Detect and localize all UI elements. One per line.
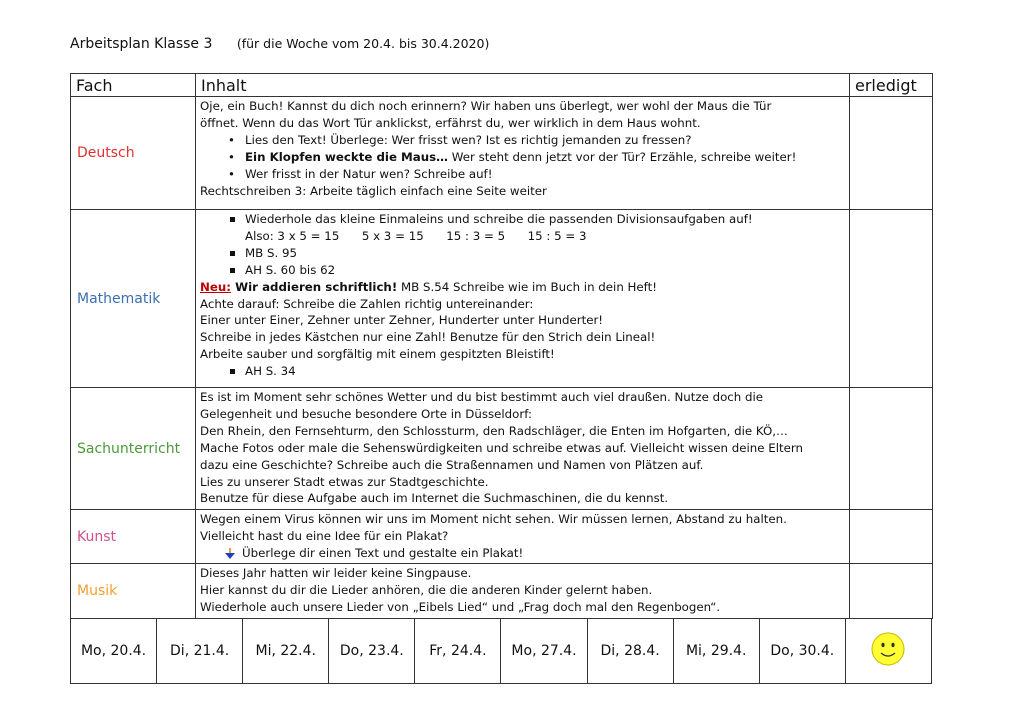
page-subtitle: (für die Woche vom 20.4. bis 30.4.2020) [236, 36, 490, 51]
day-cell-1[interactable]: Mo, 20.4. [71, 619, 157, 684]
day-cell-4[interactable]: Do, 23.4. [329, 619, 415, 684]
subject-deutsch [71, 97, 196, 210]
math-neu-line [200, 279, 845, 296]
content-deutsch [196, 97, 850, 210]
math-neu-label: Neu: [200, 279, 231, 294]
done-sachunterricht[interactable] [850, 388, 933, 510]
deutsch-bullets [200, 132, 845, 183]
subject-label-sachunterricht: Sachunterricht [77, 440, 181, 457]
content-sachunterricht [196, 388, 850, 510]
kunst-bullets [200, 545, 845, 562]
arrow-bullet-icon [225, 548, 235, 559]
row-kunst [71, 510, 933, 564]
day-cell-9[interactable]: Do, 30.4. [759, 619, 845, 684]
day-cell-6[interactable]: Mo, 27.4. [501, 619, 587, 684]
done-kunst[interactable] [850, 510, 933, 564]
subject-label-mathematik: Mathematik [77, 290, 161, 307]
kunst-line-2: Vielleicht hast du eine Idee für ein Plakat? [200, 528, 449, 543]
deutsch-bullet-2-bold: Ein Klopfen weckte die Maus… [245, 149, 448, 164]
row-musik [71, 564, 933, 619]
row-mathematik [71, 210, 933, 388]
subject-mathematik [71, 210, 196, 388]
musik-line-1: Dieses Jahr hatten wir leider keine Singpause. [200, 566, 472, 580]
musik-line-2: Hier kannst du dir die Lieder anhören, die die anderen Kinder gelernt haben. [200, 582, 653, 597]
day-cell-2[interactable]: Di, 21.4. [157, 619, 243, 684]
math-line-1: Achte darauf: Schreibe die Zahlen richtig untereinander: [200, 296, 534, 311]
math-line-4: Arbeite sauber und sorgfältig mit einem gespitzten Bleistift! [200, 347, 555, 362]
column-header-subject: Fach [71, 74, 196, 97]
kunst-bullet [200, 545, 845, 562]
row-sachunterricht [71, 388, 933, 510]
done-deutsch[interactable] [850, 97, 933, 210]
sach-line-4: Mache Fotos oder male die Sehenswürdigkeiten und schreibe etwas auf. Vielleicht wissen deine Eltern [200, 440, 804, 455]
day-cell-7[interactable]: Di, 28.4. [587, 619, 673, 684]
done-mathematik[interactable] [850, 210, 933, 388]
deutsch-intro-2-text: öffnet. Wenn du das Wort Tür anklickst, erfährst du, wer wirklich in dem Haus wohnt. [200, 115, 701, 130]
deutsch-footer: Rechtschreiben 3: Arbeite täglich einfach eine Seite weiter [200, 183, 547, 198]
page-header [70, 36, 489, 52]
sach-line-3: Den Rhein, den Fernsehturm, den Schlossturm, den Radschläger, die Enten im Hofgarten, die KÖ,… [200, 423, 788, 438]
smiley-face-icon [871, 632, 905, 666]
deutsch-intro-2 [200, 115, 845, 132]
table-header-row [71, 74, 933, 97]
math-line-3: Schreibe in jedes Kästchen nur eine Zahl! Benutze für den Strich dein Lineal! [200, 330, 656, 345]
deutsch-bullet-2 [200, 149, 845, 166]
kunst-line-1: Wegen einem Virus können wir uns im Moment nicht sehen. Wir müssen lernen, Abstand zu halten. [200, 512, 787, 526]
day-cell-8[interactable]: Mi, 29.4. [673, 619, 759, 684]
content-kunst [196, 510, 850, 564]
content-mathematik [196, 210, 850, 388]
math-item-1: Wiederhole das kleine Einmaleins und schreibe die passenden Divisionsaufgaben auf! [200, 211, 845, 228]
sach-line-7: Benutze für diese Aufgabe auch im Internet die Suchmaschinen, die du kennst. [200, 491, 669, 506]
row-deutsch [71, 97, 933, 210]
sach-line-5: dazu eine Geschichte? Schreibe auch die Straßennamen und Namen von Plätzen auf. [200, 457, 704, 472]
musik-line-3: Wiederhole auch unsere Lieder von „Eibels Lied“ und „Frag doch mal den Regenbogen“. [200, 599, 721, 614]
days-table [70, 618, 932, 684]
sach-line-6: Lies zu unserer Stadt etwas zur Stadtgeschichte. [200, 474, 489, 489]
deutsch-bullet-3: • Wer frisst in der Natur wen? Schreibe auf! [200, 166, 845, 183]
math-item-3: AH S. 60 bis 62 [200, 262, 845, 279]
sach-line-1: Es ist im Moment sehr schönes Wetter und du bist bestimmt auch viel draußen. Nutze doch die [200, 390, 764, 404]
subject-label-deutsch: Deutsch [77, 145, 135, 161]
deutsch-bullet-1: • Lies den Text! Überlege: Wer frisst wen? Ist es richtig jemanden zu fressen? [200, 132, 845, 149]
done-musik[interactable] [850, 564, 933, 619]
math-line-2: Einer unter Einer, Zehner unter Zehner, Hunderter unter Hunderter! [200, 313, 604, 328]
sach-line-2: Gelegenheit und besuche besondere Orte in Düsseldorf: [200, 406, 532, 421]
column-header-content: Inhalt [196, 74, 850, 97]
math-item-1-example: Also: 3 x 5 = 15 5 x 3 = 15 15 : 3 = 5 15 : 5 = 3 [245, 228, 587, 243]
subject-musik [71, 564, 196, 619]
subject-label-musik: Musik [77, 583, 118, 599]
math-list-2 [200, 245, 845, 279]
plan-table [70, 73, 933, 619]
subject-label-kunst: Kunst [77, 528, 117, 545]
math-item-4: AH S. 34 [200, 363, 845, 380]
deutsch-intro-1: Oje, ein Buch! Kannst du dich noch erinnern? Wir haben uns überlegt, wer wohl der Maus die Tür [200, 99, 772, 113]
smiley-cell [845, 619, 931, 684]
column-header-done: erledigt [850, 74, 933, 97]
days-row [71, 619, 932, 684]
deutsch-bullet-2-rest: Wer steht denn jetzt vor der Tür? Erzähle, schreibe weiter! [447, 149, 797, 164]
subject-kunst [71, 510, 196, 564]
day-cell-3[interactable]: Mi, 22.4. [243, 619, 329, 684]
page-title: Arbeitsplan Klasse 3 [70, 36, 213, 52]
math-neu-bold: Wir addieren schriftlich! [231, 279, 398, 294]
math-list-1 [200, 211, 845, 228]
math-list-3 [200, 363, 845, 380]
subject-sachunterricht [71, 388, 196, 510]
kunst-bullet-text: Überlege dir einen Text und gestalte ein Plakat! [242, 545, 524, 560]
math-item-2: MB S. 95 [200, 245, 845, 262]
math-neu-rest: MB S.54 Schreibe wie im Buch in dein Heft! [397, 279, 657, 294]
day-cell-5[interactable]: Fr, 24.4. [415, 619, 501, 684]
content-musik [196, 564, 850, 619]
